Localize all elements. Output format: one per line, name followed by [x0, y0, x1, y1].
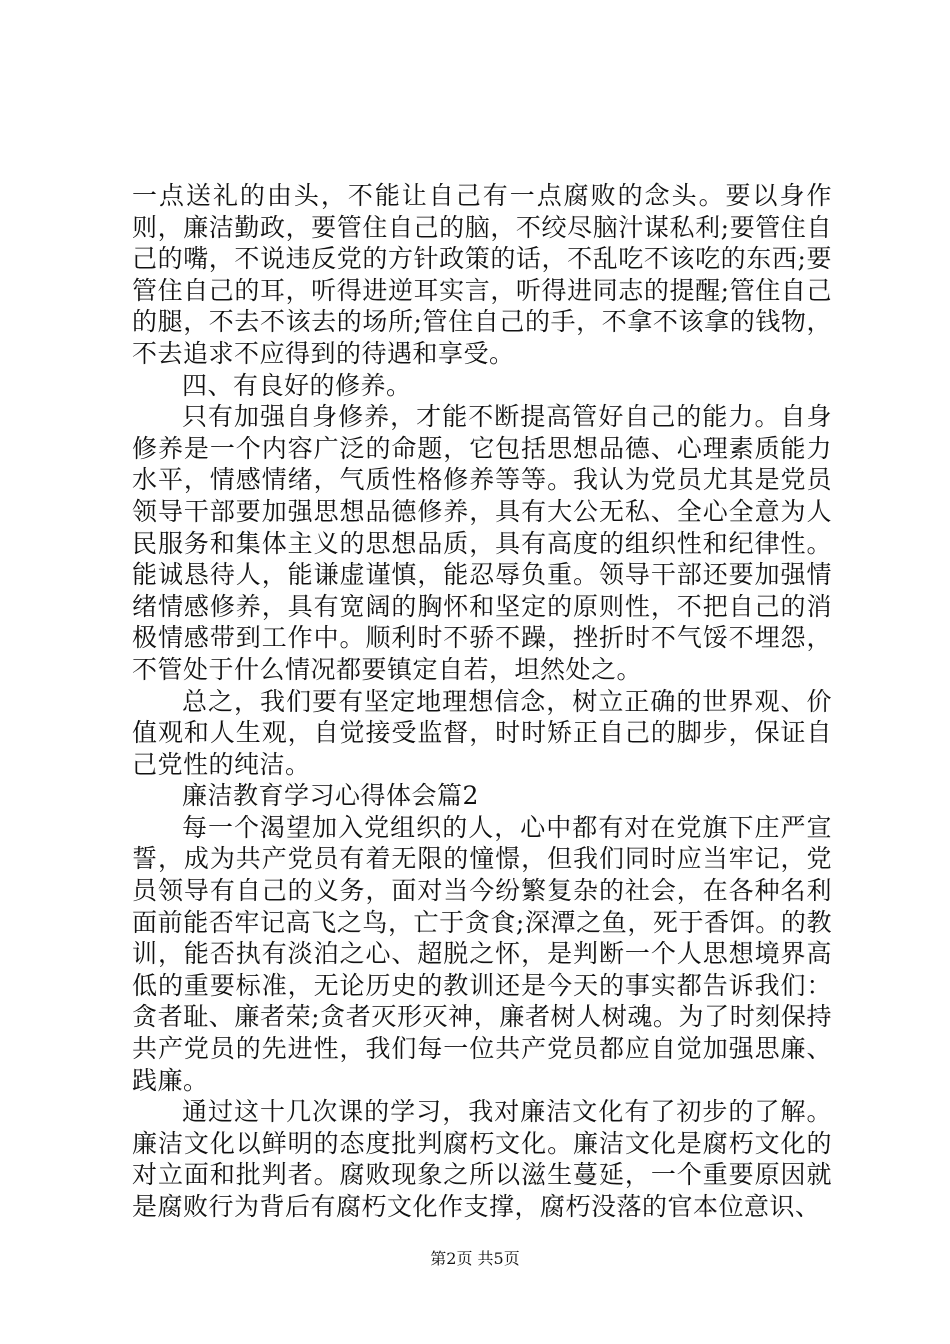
- document-body: [132, 180, 832, 1223]
- paragraph: 总之，我们要有坚定地理想信念，树立正确的世界观、价值观和人生观，自觉接受监督，时时矫正自己的脚步，保证自己党性的纯洁。: [132, 686, 832, 779]
- paragraph: 通过这十几次课的学习，我对廉洁文化有了初步的了解。廉洁文化以鲜明的态度批判腐朽文化。廉洁文化是腐朽文化的对立面和批判者。腐败现象之所以滋生蔓延，一个重要原因就是腐败行为背后有腐朽文化作支撑，腐朽没落的官本位意识、: [132, 1097, 832, 1221]
- section-heading: 四、有良好的修养。: [182, 370, 412, 400]
- page-number-footer: 第2页 共5页: [430, 1249, 520, 1268]
- paragraph: 只有加强自身修养，才能不断提高管好自己的能力。自身修养是一个内容广泛的命题，它包括思想品德、心理素质能力水平，情感情绪，气质性格修养等等。我认为党员尤其是党员领导干部要加强思想品德修养，具有大公无私、全心全意为人民服务和集体主义的思想品质，具有高度的组织性和纪律性。能诚恳待人，能谦虚谨慎，能忍辱负重。领导干部还要加强情绪情感修养，具有宽阔的胸怀和坚定的原则性，不把自己的消极情感带到工作中。顺利时不骄不躁，挫折时不气馁不埋怨，不管处于什么情况都要镇定自若，坦然处之。: [132, 402, 832, 684]
- article-heading: 廉洁教育学习心得体会篇2: [182, 781, 479, 811]
- paragraph-continued: 一点送礼的由头，不能让自己有一点腐败的念头。要以身作则，廉洁勤政，要管住自己的脑，不绞尽脑汁谋私利;要管住自己的嘴，不说违反党的方针政策的话，不乱吃不该吃的东西;要管住自己的耳，听得进逆耳实言，听得进同志的提醒;管住自己的腿，不去不该去的场所;管住自己的手，不拿不该拿的钱物，不去追求不应得到的待遇和享受。: [132, 181, 832, 368]
- paragraph: 每一个渴望加入党组织的人，心中都有对在党旗下庄严宣誓，成为共产党员有着无限的憧憬，但我们同时应当牢记，党员领导有自己的义务，面对当今纷繁复杂的社会，在各种名利面前能否牢记高飞之鸟，亡于贪食;深潭之鱼，死于香饵。的教训，能否执有淡泊之心、超脱之怀，是判断一个人思想境界高低的重要标准，无论历史的教训还是今天的事实都告诉我们：贪者耻、廉者荣;贪者灭形灭神，廉者树人树魂。为了时刻保持共产党员的先进性，我们每一位共产党员都应自觉加强思廉、践廉。: [132, 812, 832, 1095]
